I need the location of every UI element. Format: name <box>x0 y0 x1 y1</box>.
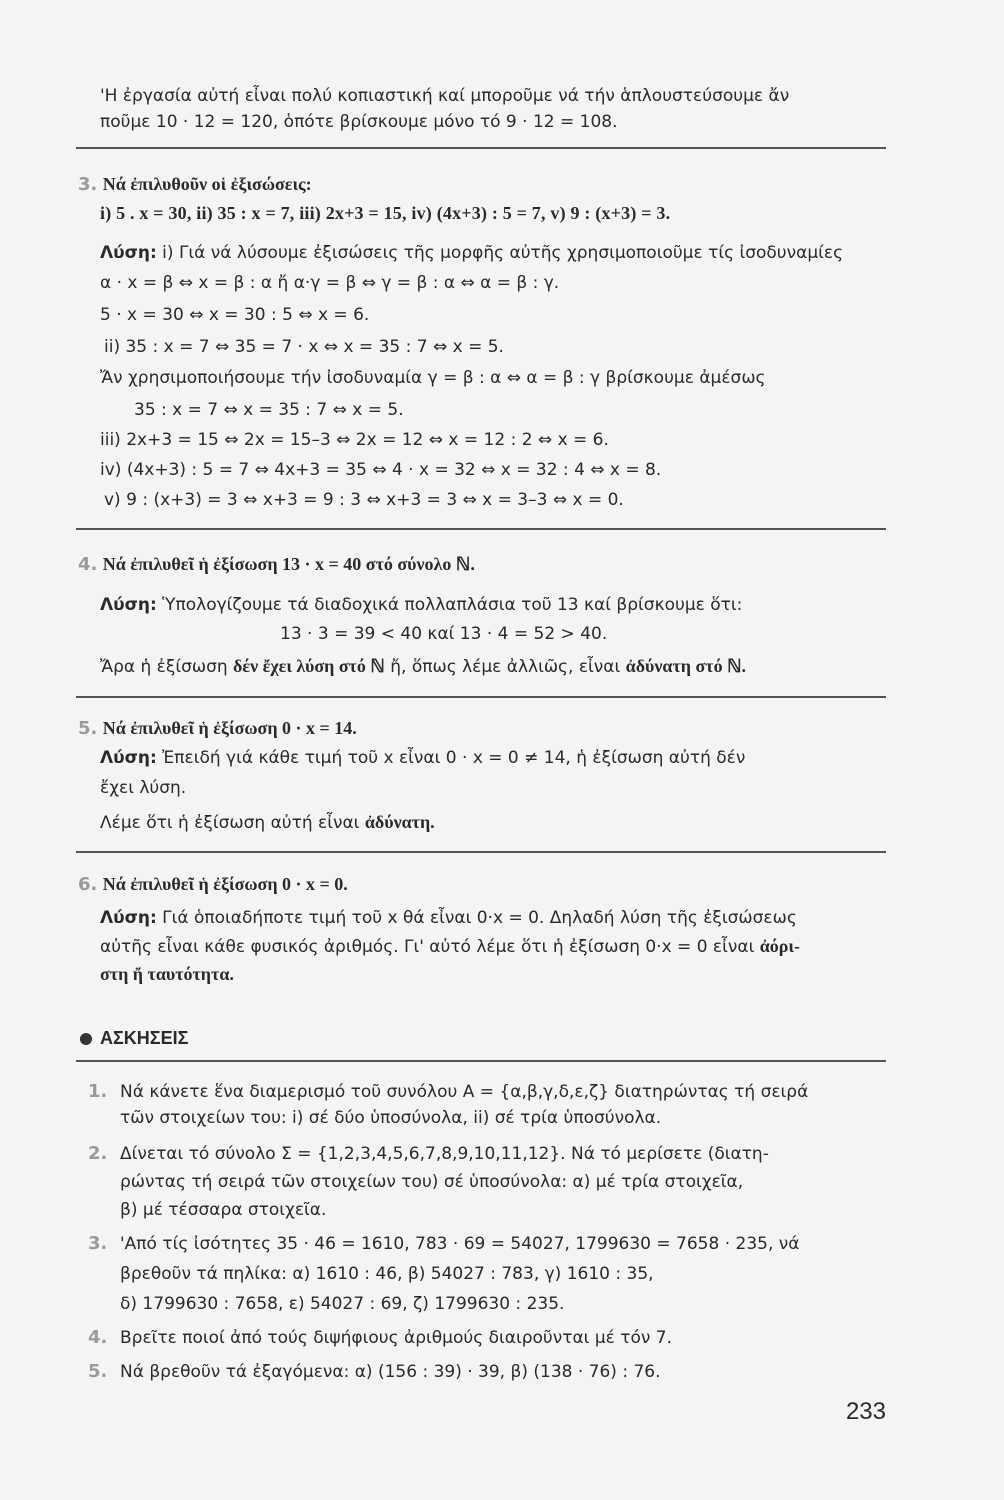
exercise-2-line-2: ρώντας τή σειρά τῶν στοιχείων του) σέ ὑποσύνολα: α) μέ τρία στοιχεῖα, <box>120 1172 744 1192</box>
exercise-1 <box>88 1080 107 1104</box>
example-number: 3. <box>78 174 98 195</box>
example-3-equations: i) 5 . x = 30, ii) 35 : x = 7, iii) 2x+3 = 15, iv) (4x+3) : 5 = 7, v) 9 : (x+3) = 3. <box>100 203 671 223</box>
exercise-number: 3. <box>88 1233 108 1254</box>
example-number: 4. <box>78 554 98 575</box>
solution-bold-text: ἀδύνατη. <box>364 812 435 832</box>
divider <box>76 1060 886 1062</box>
example-3-solution-line-8: iv) (4x+3) : 5 = 7 ⇔ 4x+3 = 35 ⇔ 4 · x = 32 ⇔ x = 32 : 4 ⇔ x = 8. <box>100 460 662 480</box>
exercise-number: 1. <box>88 1081 108 1102</box>
example-number: 6. <box>78 874 98 895</box>
example-number: 5. <box>78 718 98 739</box>
solution-label: Λύση: <box>100 595 157 615</box>
bullet-icon <box>80 1033 92 1045</box>
solution-bold-text: δέν ἔχει λύση στό ℕ <box>233 656 385 676</box>
exercise-1-line-1: Νά κάνετε ἕνα διαμερισμό τοῦ συνόλου Α = {α,β,γ,δ,ε,ζ} διατηρώντας τή σειρά <box>120 1082 809 1102</box>
divider <box>76 528 886 530</box>
example-6-solution-line-3: στη ἤ ταυτότητα. <box>100 964 234 984</box>
example-3-solution-line-2: α · x = β ⇔ x = β : α ἤ α·γ = β ⇔ γ = β : α ⇔ α = β : γ. <box>100 273 560 293</box>
example-4-solution-line-3 <box>100 654 746 679</box>
example-3-solution-line-9: v) 9 : (x+3) = 3 ⇔ x+3 = 9 : 3 ⇔ x+3 = 3 ⇔ x = 3–3 ⇔ x = 0. <box>104 490 624 510</box>
solution-bold-text: ἀδύνατη στό ℕ. <box>625 656 746 676</box>
exercise-3-line-1: 'Από τίς ἰσότητες 35 · 46 = 1610, 783 · 69 = 54027, 1799630 = 7658 · 235, νά <box>120 1234 800 1254</box>
solution-text: Ἄρα ἡ ἐξίσωση <box>100 657 234 677</box>
solution-text: ἤ, ὅπως λέμε ἀλλιῶς, εἶναι <box>384 657 626 677</box>
example-4-solution-line-1 <box>100 593 742 617</box>
example-4-solution-line-2: 13 · 3 = 39 < 40 καί 13 · 4 = 52 > 40. <box>280 624 608 644</box>
exercise-2 <box>88 1142 107 1166</box>
solution-label: Λύση: <box>100 243 157 263</box>
exercise-4 <box>88 1326 107 1350</box>
exercise-number: 5. <box>88 1361 108 1382</box>
exercise-1-line-2: τῶν στοιχείων του: i) σέ δύο ὑποσύνολα, ii) σέ τρία ὑποσύνολα. <box>120 1108 662 1128</box>
exercise-2-line-1: Δίνεται τό σύνολο Σ = {1,2,3,4,5,6,7,8,9,10,11,12}. Νά τό μερίσετε (διατη- <box>120 1144 769 1164</box>
divider <box>76 851 886 853</box>
intro-line-1: 'Η ἐργασία αὐτή εἶναι πολύ κοπιαστική καί μποροῦμε νά τήν ἁπλουστεύσουμε ἄν <box>100 86 790 106</box>
exercise-4-line-1: Βρεῖτε ποιοί ἀπό τούς διψήφιους ἀριθμούς διαιροῦνται μέ τόν 7. <box>120 1328 672 1348</box>
example-5-heading <box>78 716 357 741</box>
exercise-number: 2. <box>88 1143 108 1164</box>
example-3-heading <box>78 172 312 197</box>
divider <box>76 696 886 698</box>
solution-text: Ὑπολογίζουμε τά διαδοχικά πολλαπλάσια τοῦ 13 καί βρίσκουμε ὅτι: <box>156 595 743 615</box>
exercise-3-line-3: δ) 1799630 : 7658, ε) 54027 : 69, ζ) 1799630 : 235. <box>120 1294 565 1314</box>
solution-text: αὐτῆς εἶναι κάθε φυσικός ἀριθμός. Γι' αὐτό λέμε ὅτι ἡ ἐξίσωση 0·x = 0 εἶναι <box>100 937 760 957</box>
divider <box>76 147 886 149</box>
example-6-heading <box>78 872 348 897</box>
example-6-solution-line-1 <box>100 906 797 930</box>
example-5-solution-line-2: ἔχει λύση. <box>100 778 187 798</box>
page-number: 233 <box>845 1398 886 1425</box>
example-4-heading <box>78 552 475 577</box>
exercise-number: 4. <box>88 1327 108 1348</box>
example-3-solution-line-6: 35 : x = 7 ⇔ x = 35 : 7 ⇔ x = 5. <box>134 400 404 420</box>
example-3-solution-line-4: ii) 35 : x = 7 ⇔ 35 = 7 · x ⇔ x = 35 : 7 ⇔ x = 5. <box>104 337 504 357</box>
solution-label: Λύση: <box>100 748 157 768</box>
solution-text: i) Γιά νά λύσουμε ἐξισώσεις τῆς μορφῆς αὐτῆς χρησιμοποιοῦμε τίς ἰσοδυναμίες <box>156 243 844 263</box>
exercise-3 <box>88 1232 107 1256</box>
exercises-heading <box>80 1026 188 1051</box>
intro-line-2: ποῦμε 10 · 12 = 120, ὁπότε βρίσκουμε μόνο τό 9 · 12 = 108. <box>100 112 618 132</box>
exercise-3-line-2: βρεθοῦν τά πηλίκα: α) 1610 : 46, β) 54027 : 783, γ) 1610 : 35, <box>120 1264 654 1284</box>
solution-text: Λέμε ὅτι ἡ ἐξίσωση αὐτή εἶναι <box>100 813 365 833</box>
exercise-5 <box>88 1360 107 1384</box>
example-title: Νά ἐπιλυθοῦν οἱ ἐξισώσεις: <box>102 174 312 194</box>
example-3-solution-line-5: Ἄν χρησιμοποιήσουμε τήν ἰσοδυναμία γ = β : α ⇔ α = β : γ βρίσκουμε ἀμέσως <box>100 368 766 388</box>
example-title: Νά ἐπιλυθεῖ ἡ ἐξίσωση 13 · x = 40 στό σύνολο ℕ. <box>102 554 475 574</box>
example-6-solution-line-2 <box>100 934 800 959</box>
solution-label: Λύση: <box>100 908 157 928</box>
example-3-solution-line-7: iii) 2x+3 = 15 ⇔ 2x = 15–3 ⇔ 2x = 12 ⇔ x = 12 : 2 ⇔ x = 6. <box>100 430 609 450</box>
solution-text: Ἐπειδή γιά κάθε τιμή τοῦ x εἶναι 0 · x = 0 ≠ 14, ἡ ἐξίσωση αὐτή δέν <box>156 748 746 768</box>
solution-bold-text: ἀόρι- <box>759 936 800 956</box>
example-3-solution-line-3: 5 · x = 30 ⇔ x = 30 : 5 ⇔ x = 6. <box>100 305 370 325</box>
exercise-2-line-3: β) μέ τέσσαρα στοιχεῖα. <box>120 1200 327 1220</box>
example-5-solution-line-3 <box>100 810 435 835</box>
exercise-5-line-1: Νά βρεθοῦν τά ἐξαγόμενα: α) (156 : 39) · 39, β) (138 · 76) : 76. <box>120 1362 661 1382</box>
exercises-title: ΑΣΚΗΣΕΙΣ <box>100 1028 189 1048</box>
example-title: Νά ἐπιλυθεῖ ἡ ἐξίσωση 0 · x = 0. <box>102 874 348 894</box>
example-5-solution-line-1 <box>100 746 745 770</box>
example-title: Νά ἐπιλυθεῖ ἡ ἐξίσωση 0 · x = 14. <box>102 718 357 738</box>
solution-text: Γιά ὁποιαδήποτε τιμή τοῦ x θά εἶναι 0·x = 0. Δηλαδή λύση τῆς ἐξισώσεως <box>156 908 797 928</box>
example-3-solution-line-1 <box>100 241 843 265</box>
